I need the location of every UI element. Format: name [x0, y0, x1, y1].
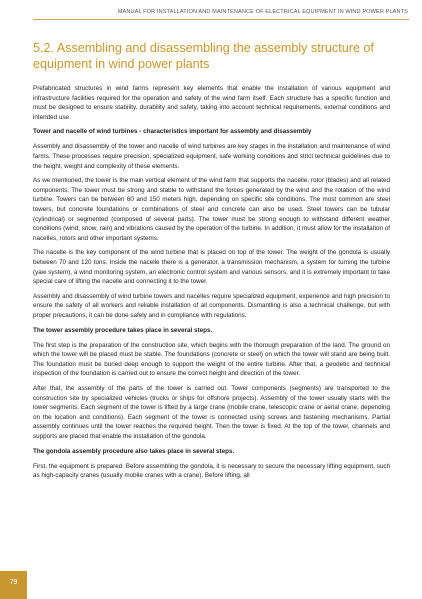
paragraph: Assembly and disassembly of the tower and nacelle of wind turbines are key stages in the installation and maintenance of wind farms. These processes require precision, specialized equipment, safe working conditions and strict technical guidelines due to the height, weight and complexity of these elements.: [33, 143, 390, 170]
subheading: The tower assembly procedure takes place in several steps.: [33, 326, 213, 334]
paragraph: Assembly and disassembly of wind turbine towers and nacelles require specialized equipment, experience and high precision to ensure the safety of all workers and reliable installation of all components. Dismantling is also a technical challenge, but with proper precautions, it can be done safely and in compliance with regulations.: [33, 292, 390, 319]
page-content: [33, 40, 390, 486]
subheading: Tower and nacelle of wind turbines - characteristics important for assembly and disassembly: [33, 128, 312, 136]
page-number: 79: [9, 579, 18, 586]
paragraph: The nacelle is the key component of the wind turbine that is placed on top of the tower. The weight of the gondola is usually between 70 and 120 tons. Inside the nacelle there is a generator, a transmission mechanism, a system for turning the turbine (yaw system), a wind monitoring system, an electronic control system and various sensors, and it is extremely important to take special care of lifting the nacelle and connecting it to the tower.: [33, 249, 390, 286]
paragraph: As we mentioned, the tower is the main vertical element of the wind farm that supports the nacelle, rotor (blades) and all related components. The tower must be strong and stable to withstand the forces generated by the wind and the rotation of the wind turbine. Towers can be between 60 and 150 meters high, depending on specific site conditions. The most common are steel towers, but concrete foundations or combinations of steel and concrete can also be used. Steel towers can be tubular (cylindrical) or segmented (composed of several parts). The tower must be strong enough to withstand different weather conditions (wind, snow, rain) and vibrations caused by the operation of the turbine. In addition, it must allow for the installation of nacelles, rotors and other important systems.: [33, 177, 390, 242]
paragraph: The first step is the preparation of the construction site, which begins with the thorough preparation of the land. The ground on which the tower will be placed must be stable. The foundations (concrete or steel) on which the tower will stand are being built. The foundation must be buried deep enough to support the weight of the entire turbine. After that, a geodetic and technical inspection of the foundation is carried out to ensure the correct height and direction of the tower.: [33, 341, 390, 378]
running-header: MANUAL FOR INSTALLATION AND MAINTENANCE OF ELECTRICAL EQUIPMENT IN WIND POWER PLANTS: [117, 9, 408, 15]
paragraph: First, the equipment is prepared. Before assembling the gondola, it is necessary to secure the necessary lifting equipment, such as high-capacity cranes (usually mobile cranes with a crane). Before lifting, all: [33, 462, 390, 480]
paragraph: After that, the assembly of the parts of the tower is carried out. Tower components (segments) are transported to the construction site by specialized vehicles (trucks or ships for offshore projects). Assembly of the tower usually starts with the lower segments. Each segment of the tower is lifted by a large crane (mobile crane, telescopic crane or aerial crane, depending on the location and conditions). Each segment of the tower is connected using screws and fastening mechanisms. Partial assembly continues until the tower reaches the required height. Then the tower is fixed. At the top of the tower, channels and supports are placed that enable the installation of the gondola.: [33, 385, 390, 440]
header-rule: [33, 19, 409, 20]
paragraph: Prefabricated structures in wind farms represent key elements that enable the installation of various equipment and infrastructure facilities required for the operation and safety of the wind farm itself. Each structure has a specific function and must be designed to ensure stability, durability and safety, taking into account technical requirements, external conditions and intended use.: [33, 85, 390, 121]
section-title: 5.2. Assembling and disassembling the assembly structure of equipment in wind power plants: [33, 41, 374, 71]
subheading: The gondola assembly procedure also takes place in several steps.: [33, 447, 235, 455]
